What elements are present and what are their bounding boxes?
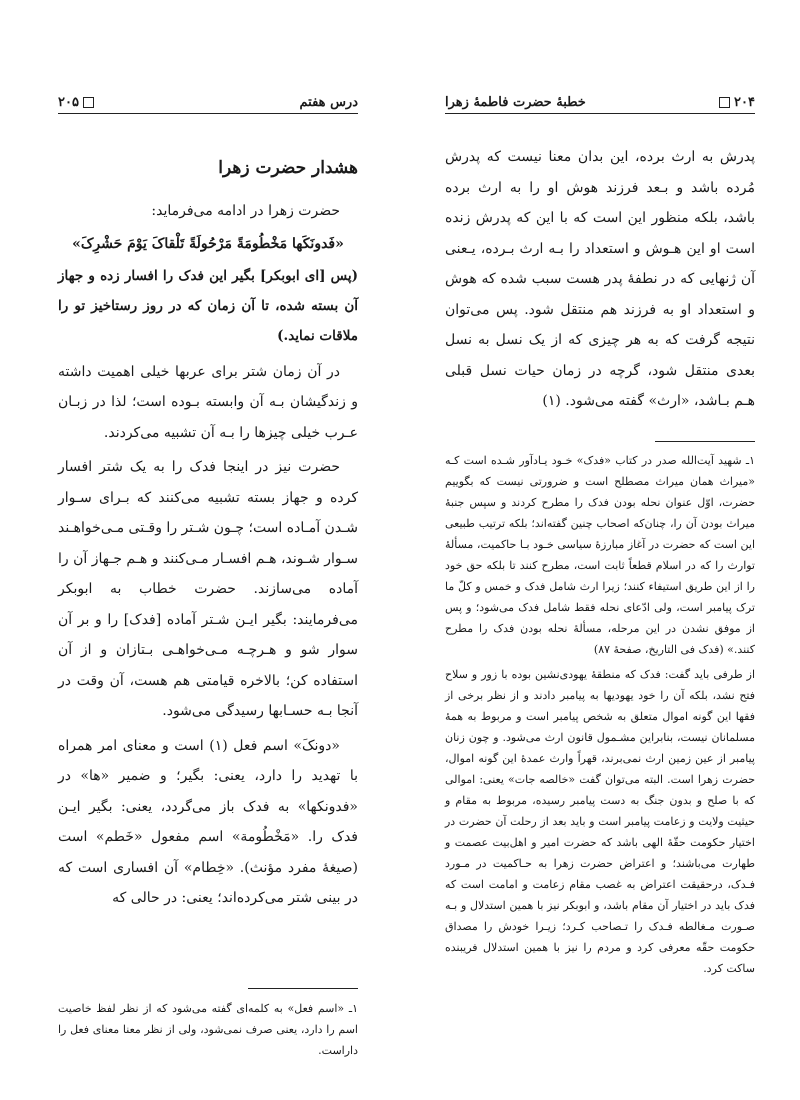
footnote-divider [655, 441, 755, 442]
main-text-column [58, 150, 358, 914]
footnotes [58, 998, 358, 1065]
page-number-text: ۲۰۵ [58, 95, 79, 110]
hadith-quote: «فَدونَکَها مَخْطُومَةً مَرْحُولَةً تَلْقاکَ یَوْمَ حَشْرِکَ» [72, 235, 344, 252]
footnote: ۱ـ «اسم فعل» به کلمه‌ای گفته می‌شود که از نظر لفظ خاصیت اسم را دارد، یعنی صرف نمی‌شود، ولی از نظر معنا معنای فعل را داراست. [58, 1002, 358, 1057]
paragraph: «دونکَ» اسم فعل (۱) است و معنای امر همراه با تهدید را دارد، یعنی: بگیر؛ و ضمیر «ها» در «فدونکها» به فدک باز می‌گردد، یعنی: بگیر ایـن فدک را. «مَخْطُومة» اسم مفعول «خَطم» است (صیغهٔ مفرد مؤنث). «خِطام» آن افساری است که در بینی شتر می‌کرده‌اند؛ یعنی: در حالی که [58, 737, 358, 906]
intro-paragraph: حضرت زهرا در ادامه می‌فرماید: [151, 203, 340, 219]
quote-translation: (پس [ای ابوبکر] بگیر این فدک را افسار زده و جهاز آن بسته شده، تا آن زمان که در روز رستاخیز تو را ملاقات نماید.) [58, 267, 358, 344]
footnotes [445, 450, 755, 983]
square-icon [83, 97, 94, 108]
footnote-divider [248, 988, 358, 989]
square-icon [719, 97, 730, 108]
paragraph: در آن زمان شتر برای عربها خیلی اهمیت داشته و زندگیشان بـه آن وابسته بـوده است؛ لذا در زبـان عـرب خیلی چیزها را بـه آن تشبیه می‌کردند. [58, 363, 358, 441]
paragraph: حضرت نیز در اینجا فدک را به یک شتر افسار کرده و جهاز بسته تشبیه می‌کنند که بـرای سـوار شـدن آمـاده است؛ چـون شـتر را وقـتی مـی‌خواهـند سـوار شـوند، هـم افسـار مـی‌کنند و هـم جـهاز آن را آماده می‌سازند. حضرت خطاب به ابوبکر می‌فرمایند: بگیر ایـن شـتر آماده [فدک] را و بر آن سوار شو و هـرچـه مـی‌خواهـی بـتازان و از آن استفاده کن؛ بالاخره قیامتی هم هست، آن وقت در آنجا بـه حسـابها رسیدگی می‌شود. [57, 459, 358, 719]
running-head-title: درس هفتم [299, 95, 358, 110]
section-title: هشدار حضرت زهرا [218, 158, 358, 178]
running-head-title: خطبهٔ حضرت فاطمهٔ زهرا [445, 95, 586, 110]
page-number [719, 95, 755, 110]
running-head [58, 88, 358, 114]
running-head [445, 88, 755, 114]
page-204 [400, 0, 800, 1100]
page-number [58, 95, 94, 110]
footnote: از طرفی باید گفت: فدک که منطقهٔ یهودی‌نشین بوده با زور و سلاح فتح نشد، بلکه آن را خود یهودیها به پیامبر دادند و از نظر برخی از فقها این گونه اموال متعلق به شخص پیامبر است و مربوط به همهٔ مسلمانان نیست، بنابراین مشـمول قانون ارث می‌شود. و چون زنان پیامبر از عین زمین ارث نمی‌برند، قهراً وارث عمدهٔ این گونه اموال، حضرت زهرا است. البته می‌توان گفت «خالصه جات» یعنی: اموالی که با صلح و بدون جنگ به دست پیامبر رسیده، مربوط به مقام و حیثیت ولایت و زعامت پیامبر است و باید بعد از رحلت آن حضرت در اختیار حکومت حقّهٔ الهی باشد که حضرت امیر و اهل‌بیت عصمت و طهارت می‌باشند؛ و اعتراض حضرت زهرا به حـاکمیت در مـورد فـدک، درحقیقت اعتراض به غصب مقام زعامت و امامت است که فدک باید در اختیار آن مقام باشد، و ابوبکر نیز با همین استدلال و بـه صـورت مـغالطه فـدک را تـصاحب کـرد؛ زیـرا خودش را مصداق حکومت حقّه معرفی کرد و مردم را نیز با همین استدلال فریبنده ساکت کرد. [445, 668, 755, 975]
page-number-text: ۲۰۴ [734, 95, 755, 110]
footnote: ۱ـ شهید آیت‌الله صدر در کتاب «فدک» خـود یـادآور شـده است کـه «میراث همان میراث مصطلح است و ضرورتی نیست که بگوییم حضرت، اوّل عنوان نحله بودن فدک را مطرح کردند و سپس جنبهٔ میراث بودن آن را، چنان‌که اصحاب چنین گفته‌اند؛ بلکه ترتیب طبیعی این است که حضرت در آغاز مبارزهٔ سیاسی خـود بـا حاکمیت، مسألهٔ توارث را که در اسلام قطعاً ثابت است، مطرح کنند تا بلکه حق خود را از این طریق استیفاء کنند؛ زیرا ارث شامل فدک و خمس و کلّ ما ترک پیامبر است، ولی ادّعای نحله فقط شامل فدک می‌شود؛ و پس از موفق نشدن در این مرحله، مسألهٔ نحله بودن فدک را مطرح کنند.» (فدک فی التاریخ، صفحهٔ ۸۷) [445, 454, 755, 656]
paragraph: پدرش به ارث برده، این بدان معنا نیست که پدرش مُرده باشد و بـعد فرزند هوش او را به ارث برده باشد، بلکه منظور این است که با این که پدرش زنده است او این هـوش و استعداد را بـه ارث بـرده، یـعنی آن ژنهایی که در نطفهٔ پدر هست سبب شده که هوش و استعداد او به فرزند هم منتقل شود. پس می‌توان نتیجه گرفت که به هر چیزی که از یک نسل به نسل بعدی منتقل شود، گرچه در زمان حیات نسل قبلی هـم بـاشد، «ارث» گفته می‌شود. (۱) [445, 149, 755, 409]
main-text-column [445, 142, 755, 417]
